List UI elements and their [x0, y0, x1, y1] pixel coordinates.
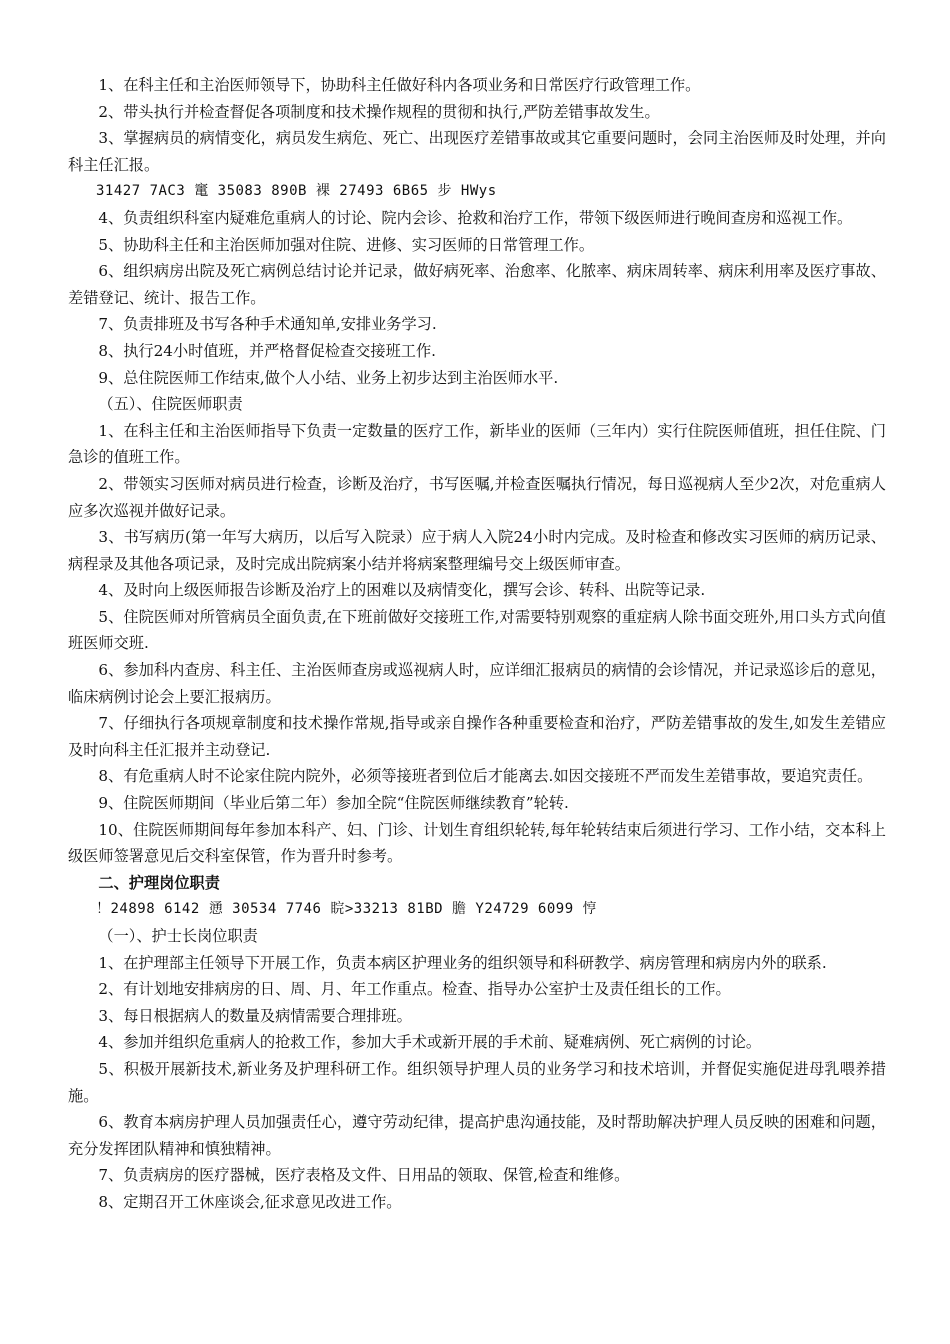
paragraph: 1、在科主任和主治医师领导下，协助科主任做好科内各项业务和日常医疗行政管理工作。 — [98, 76, 701, 94]
paragraph: 6、参加科内查房、科主任、主治医师查房或巡视病人时，应详细汇报病员的病情的会诊情况，并记录巡诊后的意见，临床病例讨论会上要汇报病历。 — [68, 661, 886, 706]
paragraph: 7、仔细执行各项规章制度和技术操作常规,指导或亲自操作各种重要检查和治疗，严防差错事故的发生,如发生差错应及时向科主任汇报并主动登记. — [68, 714, 886, 759]
paragraph: 4、参加并组织危重病人的抢救工作，参加大手术或新开展的手术前、疑难病例、死亡病例的讨论。 — [98, 1033, 762, 1052]
paragraph: 1、在护理部主任领导下开展工作，负责本病区护理业务的组织领导和科研教学、病房管理和病房内外的联系. — [98, 953, 827, 972]
paragraph: 2、有计划地安排病房的日、周、月、年工作重点。检查、指导办公室护士及责任组长的工作。 — [98, 980, 731, 999]
section-heading: 二、护理岗位职责 — [98, 873, 220, 892]
noise-line: ！24898 6142 慂 30534 7746 睆>33213 81BD 膽 Y24729 6099 悙 — [96, 901, 598, 918]
paragraph: 8、定期召开工休座谈会,征求意见改进工作。 — [98, 1192, 402, 1211]
paragraph: （一）、护士长岗位职责 — [98, 927, 258, 945]
paragraph: 2、带头执行并检查督促各项制度和技术操作规程的贯彻和执行,严防差错事故发生。 — [98, 102, 660, 121]
paragraph: 5、积极开展新技术,新业务及护理科研工作。组织领导护理人员的业务学习和技术培训，并督促实施促进母乳喂养措施。 — [68, 1059, 886, 1105]
paragraph: 5、住院医师对所管病员全面负责,在下班前做好交接班工作,对需要特别观察的重症病人除书面交班外,用口头方式向值班医师交班. — [68, 607, 886, 653]
paragraph: 3、书写病历(第一年写大病历，以后写入院录）应于病人入院24小时内完成。及时检查和修改实习医师的病历记录、病程录及其他各项记录，及时完成出院病案小结并将病案整理编号交上级医师审查。 — [68, 528, 886, 573]
paragraph: 4、负责组织科室内疑难危重病人的讨论、院内会诊、抢救和治疗工作，带领下级医师进行晚间查房和巡视工作。 — [98, 208, 853, 227]
paragraph: 7、负责病房的医疗器械，医疗表格及文件、日用品的领取、保管,检查和维修。 — [98, 1166, 630, 1185]
paragraph: 7、负责排班及书写各种手术通知单,安排业务学习. — [98, 315, 437, 334]
noise-line: 31427 7AC3 竃 35083 890B 裸 27493 6B65 步 HWys — [96, 183, 497, 200]
paragraph: 1、在科主任和主治医师指导下负责一定数量的医疗工作，新毕业的医师（三年内）实行住院医师值班，担任住院、门急诊的值班工作。 — [68, 421, 886, 467]
paragraph: 9、住院医师期间（毕业后第二年）参加全院“住院医师继续教育”轮转. — [98, 794, 569, 813]
paragraph: 5、协助科主任和主治医师加强对住院、进修、实习医师的日常管理工作。 — [98, 235, 595, 254]
paragraph: 3、每日根据病人的数量及病情需要合理排班。 — [98, 1006, 412, 1025]
paragraph: 6、组织病房出院及死亡病例总结讨论并记录，做好病死率、治愈率、化脓率、病床周转率、病床利用率及医疗事故、差错登记、统计、报告工作。 — [68, 262, 886, 307]
paragraph: 8、有危重病人时不论家住院内院外，必须等接班者到位后才能离去.如因交接班不严而发生差错事故，要追究责任。 — [98, 767, 873, 786]
paragraph: 4、及时向上级医师报告诊断及治疗上的困难以及病情变化，撰写会诊、转科、出院等记录. — [98, 581, 706, 600]
paragraph: （五）、住院医师职责 — [98, 395, 243, 414]
paragraph: 6、教育本病房护理人员加强责任心，遵守劳动纪律，提高护患沟通技能，及时帮助解决护理人员反映的困难和问题，充分发挥团队精神和慎独精神。 — [68, 1113, 886, 1158]
paragraph: 3、掌握病员的病情变化，病员发生病危、死亡、出现医疗差错事故或其它重要问题时，会同主治医师及时处理，并向科主任汇报。 — [68, 129, 886, 174]
paragraph: 8、执行24小时值班，并严格督促检查交接班工作. — [98, 341, 436, 360]
paragraph: 9、总住院医师工作结束,做个人小结、业务上初步达到主治医师水平. — [98, 368, 559, 387]
paragraph: 2、带领实习医师对病员进行检查，诊断及治疗，书写医嘱,并检查医嘱执行情况，每日巡视病人至少2次，对危重病人应多次巡视并做好记录。 — [68, 474, 886, 520]
paragraph: 10、住院医师期间每年参加本科产、妇、门诊、计划生育组织轮转,每年轮转结束后须进行学习、工作小结，交本科上级医师签署意见后交科室保管，作为晋升时参考。 — [68, 820, 886, 866]
